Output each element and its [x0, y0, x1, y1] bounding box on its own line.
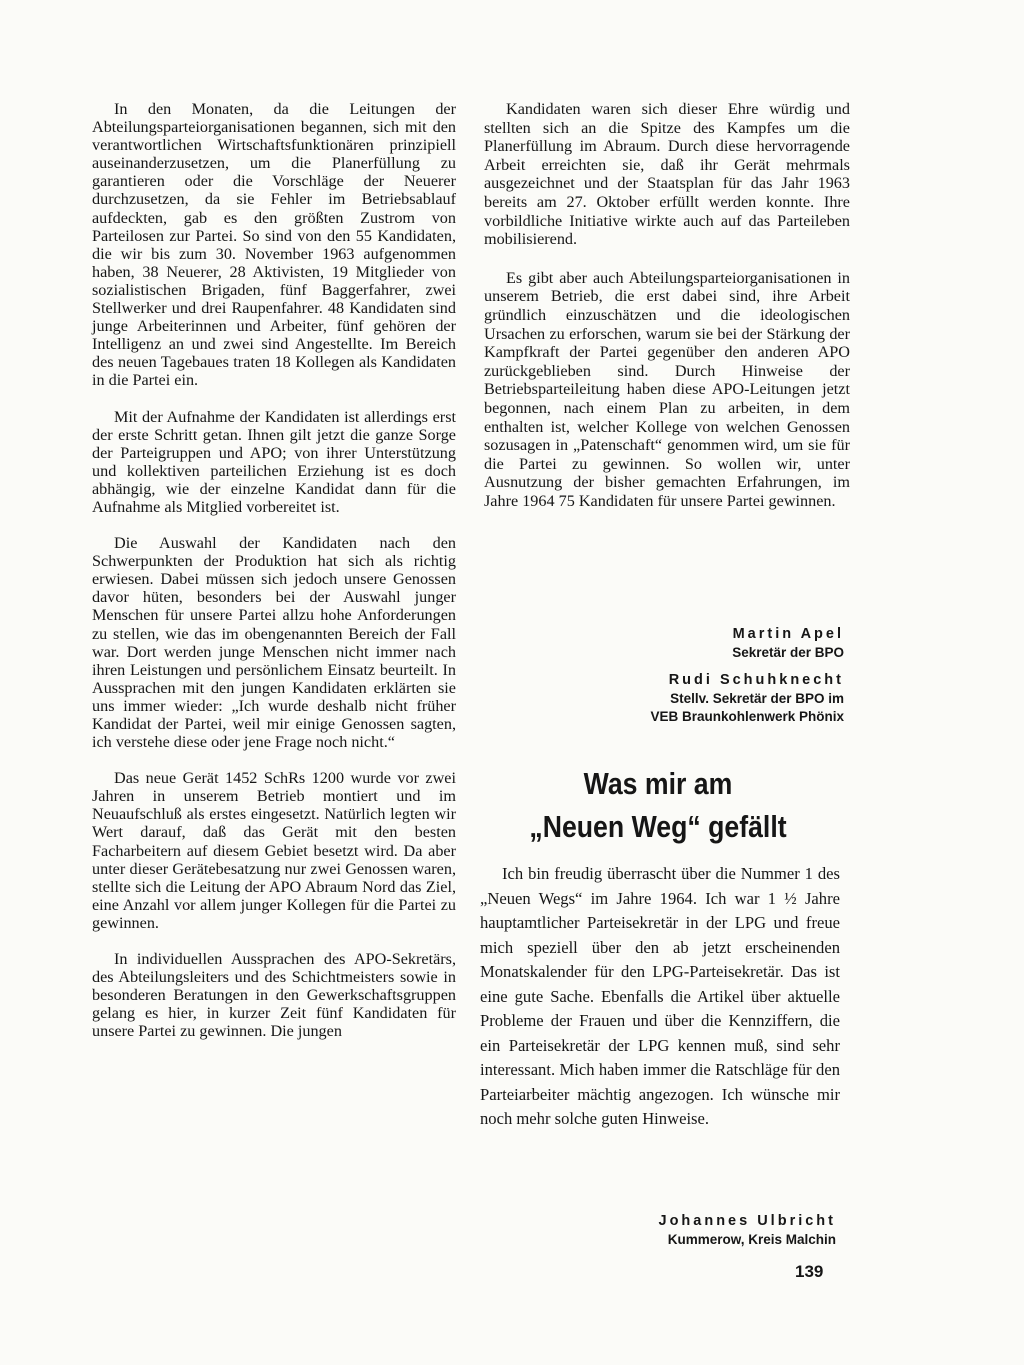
article-paragraph: In den Monaten, da die Leitungen der Abteilungsparteiorganisationen begannen, sich mit den verantwortlichen Wirtschaftsfunktionären prinzipiell auseinanderzusetzen, um die Planerfüllung zu garantieren oder die Vorschläge der Neuerer durchzusetzen, da sie Fehler im Betriebsablauf aufdeckten, gab es den größten Zustrom von Parteilosen zur Partei. So sind von den 55 Kandidaten, die wir bis zum 30. November 1963 aufgenommen haben, 38 Neuerer, 28 Aktivisten, 19 Mitglieder von sozialistischen Brigaden, fünf Baggerfahrer, zwei Stellwerker und drei Raupenfahrer. 48 Kandidaten sind junge Arbeiterinnen und Arbeiter, fünf gehören der Intelligenz an und zwei sind Angestellte. Im Bereich des neuen Tagebaues traten 18 Kollegen als Kandidaten in die Partei ein.	[92, 100, 456, 390]
article-paragraph: Mit der Aufnahme der Kandidaten ist allerdings erst der erste Schritt getan. Ihnen gilt jetzt die ganze Sorge der Parteigruppen und APO; von ihrer Unterstützung und kollektiven parteilichen Erziehung ist es doch abhängig, wie der einzelne Kandidat dann für die Aufnahme als Mitglied vorbereitet ist.	[92, 407, 456, 516]
signature-name: Johannes Ulbricht	[658, 1213, 836, 1229]
signature-rudi-schuhknecht	[650, 670, 844, 726]
page-number: 139	[795, 1262, 824, 1281]
article-left-column	[92, 100, 456, 1041]
signature-martin-apel	[732, 624, 844, 662]
signature-name: Martin Apel	[732, 626, 844, 642]
letter-paragraph: Ich bin freudig überrascht über die Nummer 1 des „Neuen Wegs“ im Jahre 1964. Ich war 1 ½ Jahre hauptamtlicher Parteisekretär in der LPG und freue mich speziell über den ab jetzt erscheinenden Monatskalender für den LPG-Parteisekretär. Das ist eine gute Sache. Ebenfalls die Artikel über aktuelle Probleme der Frauen und über die Kennziffern, die ein Parteisekretär der LPG kennen muß, sind sehr interessant. Mich haben immer die Ratschläge für den Parteiarbeiter mächtig angezogen. Ich wünsche mir noch mehr solche guten Hinweise.	[480, 864, 840, 1128]
signature-location: Kummerow, Kreis Malchin	[667, 1232, 836, 1247]
article-right-column	[484, 100, 850, 510]
letter-heading-line: Was mir am	[583, 766, 733, 801]
signature-role: Sekretär der BPO	[732, 645, 844, 660]
article-paragraph: Die Auswahl der Kandidaten nach den Schwerpunkten der Produktion hat sich als richtig erwiesen. Dabei müssen sich jedoch unsere Genossen davor hüten, besonders bei der Auswahl junger Menschen für unsere Partei allzu hohe Anforderungen zu stellen, wie das im obengenannten Bereich der Fall war. Dort werden junge Menschen nicht immer nach ihren Leistungen und persönlichem Einsatz beurteilt. In Aussprachen mit den jungen Kandidaten erklärten sie uns immer wieder: „Ich wurde deshalb nicht früher Kandidat der Partei, weil mir einige Genossen sagten, ich verstehe diese oder jene Frage noch nicht.“	[92, 534, 456, 752]
letter-heading-line: „Neuen Weg“ gefällt	[529, 809, 787, 844]
letter-heading	[503, 762, 813, 848]
signature-johannes-ulbricht	[659, 1211, 837, 1249]
signature-name: Rudi Schuhknecht	[668, 672, 844, 688]
article-paragraph: Das neue Gerät 1452 SchRs 1200 wurde vor zwei Jahren in unserem Betrieb montiert und im Neuaufschluß als erstes eingesetzt. Natürlich legten wir Wert darauf, daß das Gerät mit den besten Facharbeitern auf diesem Gebiet besetzt wird. Da aber unter dieser Gerätebesatzung nur zwei Genossen waren, stellte sich die Leitung der APO Abraum Nord das Ziel, eine Anzahl vor allem junger Kollegen für die Partei zu gewinnen.	[92, 769, 456, 932]
article-paragraph: In individuellen Aussprachen des APO-Sekretärs, des Abteilungsleiters und des Schichtmeisters sowie in besonderen Beratungen in den Gewerkschaftsgruppen gelang es hier, in kurzer Zeit fünf Kandidaten für unsere Partei zu gewinnen. Die jungen	[92, 950, 456, 1041]
article-paragraph: Es gibt aber auch Abteilungsparteiorganisationen in unserem Betrieb, die erst dabei sind, ihre Arbeit gründlich einzuschätzen und die ideologischen Ursachen zu erforschen, warum sie bei der Stärkung der Kampfkraft der Partei gegenüber den anderen APO zurückgeblieben sind. Durch Hinweise der Betriebsparteileitung haben diese APO-Leitungen jetzt begonnen, nach einem Plan zu arbeiten, in dem enthalten ist, welcher Kollege von welchen Genossen sozusagen in „Patenschaft“ genommen wird, um sie für die Partei zu gewinnen. So wollen wir, unter Ausnutzung der bisher gemachten Erfahrungen, im Jahre 1964 75 Kandidaten für unsere Partei gewinnen.	[484, 268, 850, 510]
signature-role: VEB Braunkohlenwerk Phönix	[650, 709, 844, 724]
letter-body	[480, 862, 840, 1132]
signature-role: Stellv. Sekretär der BPO im	[670, 691, 844, 706]
article-paragraph: Kandidaten waren sich dieser Ehre würdig und stellten sich an die Spitze des Kampfes um die Planerfüllung im Abraum. Durch diese hervorragende Arbeit erreichten sie, daß ihr Gerät mehrmals ausgezeichnet und der Staatsplan für das Jahr 1963 bereits am 27. Oktober erfüllt werden konnte. Ihre vorbildliche Initiative wirkte auch auf das Parteileben mobilisierend.	[484, 100, 850, 249]
